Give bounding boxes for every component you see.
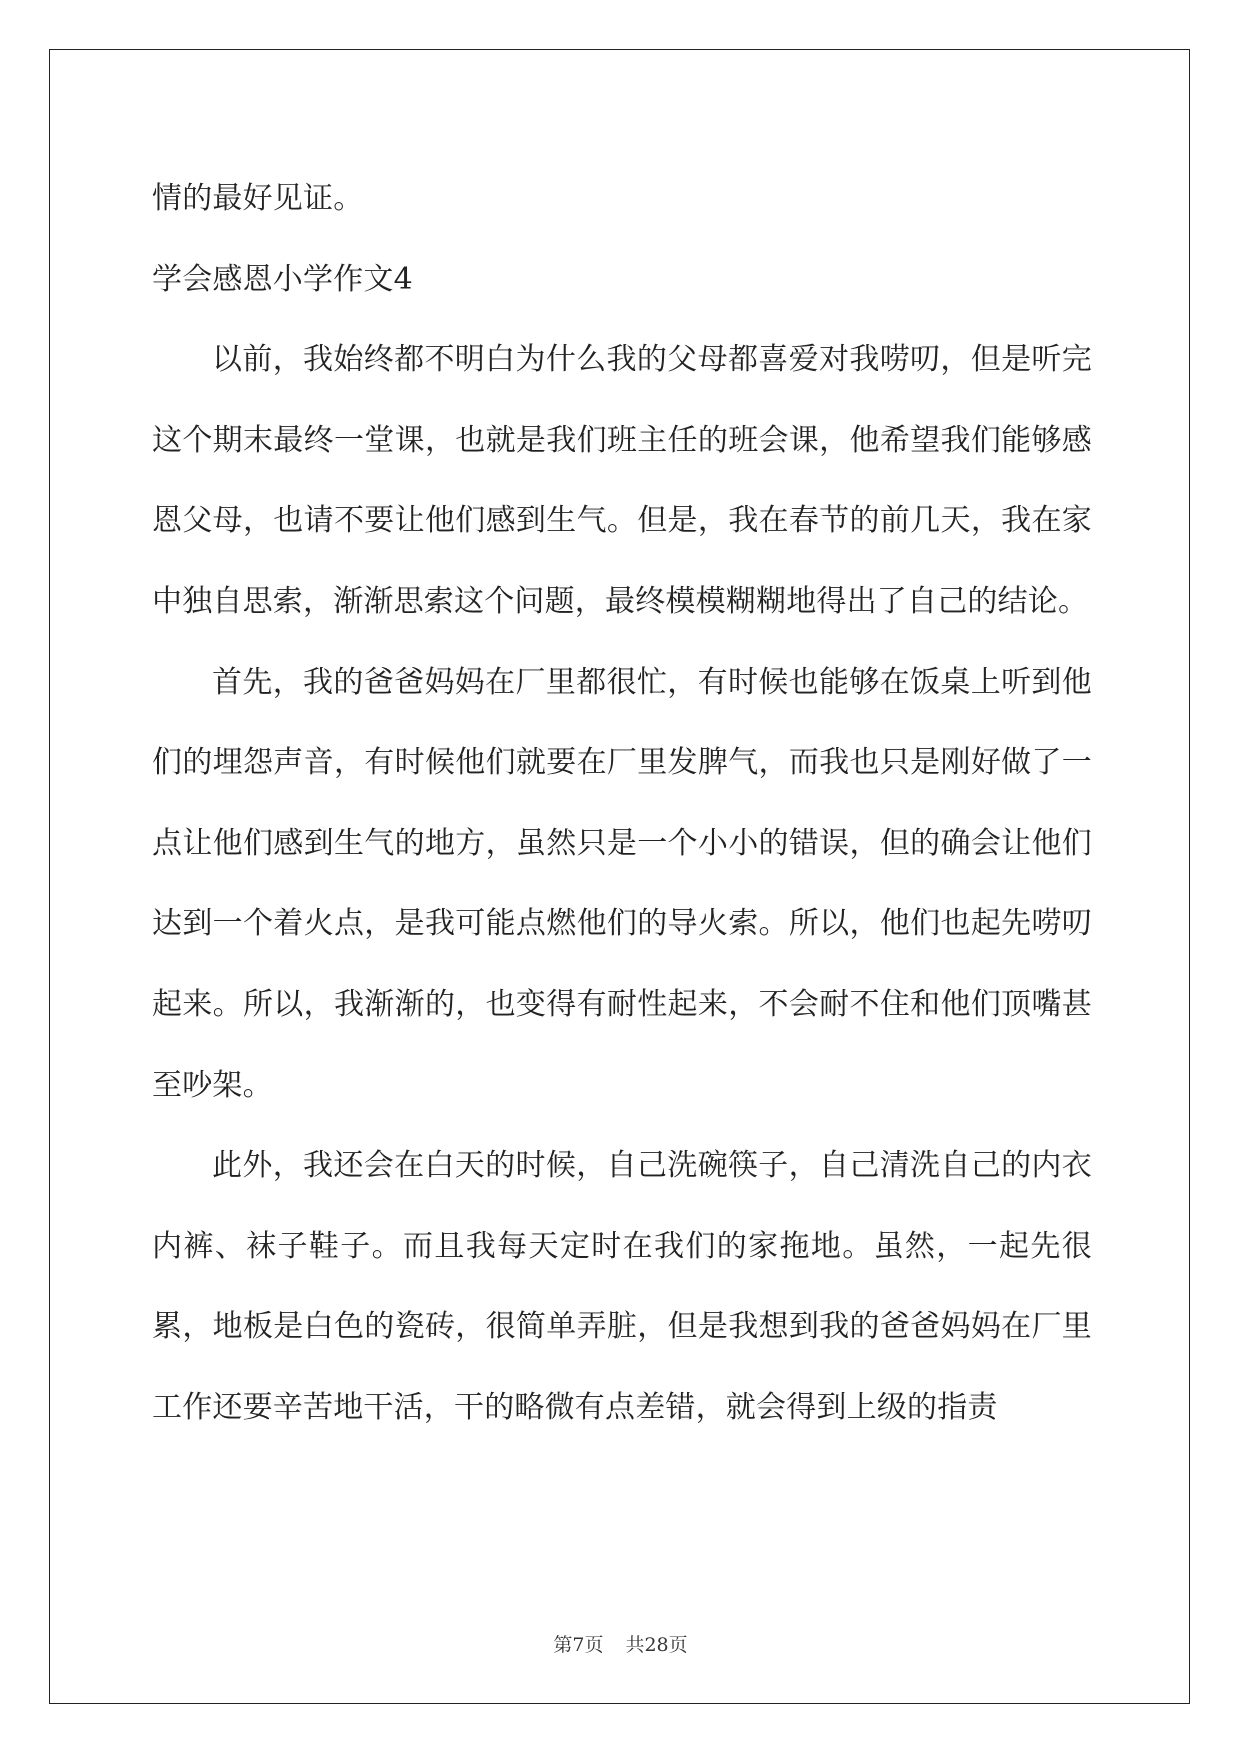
- paragraph-first: 首先，我的爸爸妈妈在厂里都很忙，有时候也能够在饭桌上听到他们的埋怨声音，有时候他们就要在厂里发脾气，而我也只是刚好做了一点让他们感到生气的地方，虽然只是一个小小的错误，但的确会让他们达到一个着火点，是我可能点燃他们的导火索。所以，他们也起先唠叨起来。所以，我渐渐的，也变得有耐性起来，不会耐不住和他们顶嘴甚至吵架。: [152, 664, 1092, 1103]
- paragraph-intro: 以前，我始终都不明白为什么我的父母都喜爱对我唠叨，但是听完这个期末最终一堂课，也就是我们班主任的班会课，他希望我们能够感恩父母，也请不要让他们感到生气。但是，我在春节的前几天，我在家中独自思索，渐渐思索这个问题，最终模模糊糊地得出了自己的结论。: [152, 342, 1092, 619]
- paragraph-second: 此外，我还会在白天的时候，自己洗碗筷子，自己清洗自己的内衣内裤、袜子鞋子。而且我每天定时在我们的家拖地。虽然，一起先很累，地板是白色的瓷砖，很简单弄脏，但是我想到我的爸爸妈妈在厂里工作还要辛苦地干活，干的略微有点差错，就会得到上级的指责: [152, 1148, 1092, 1425]
- document-body: [152, 159, 1092, 1449]
- essay-heading: 学会感恩小学作文4: [152, 261, 413, 297]
- page-footer: [0, 1630, 1241, 1657]
- page-total: 共28页: [625, 1634, 688, 1656]
- page-number: 第7页: [553, 1634, 604, 1656]
- paragraph-continuation: 情的最好见证。: [152, 181, 364, 216]
